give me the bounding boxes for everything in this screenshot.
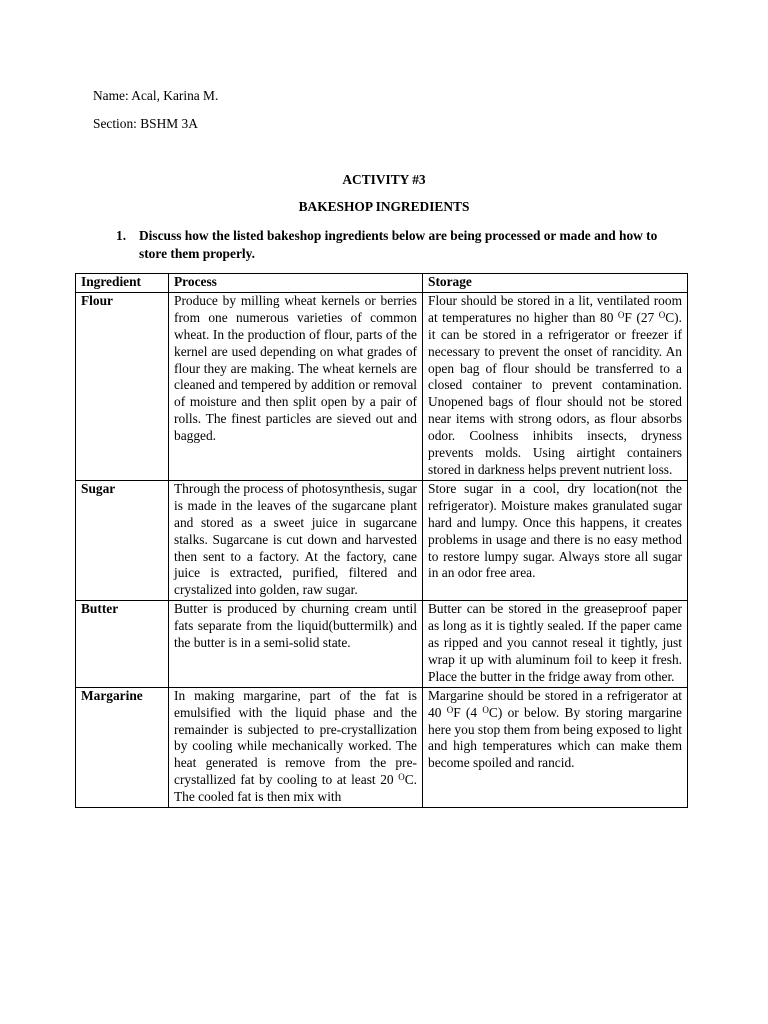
ingredient-cell: Margarine bbox=[76, 687, 169, 807]
degree-symbol: O bbox=[617, 309, 625, 320]
storage-text: F (27 bbox=[624, 309, 659, 325]
ingredient-cell: Flour bbox=[76, 292, 169, 480]
process-text: C. The cooled fat is then mix with bbox=[174, 772, 417, 805]
ingredient-cell: Sugar bbox=[76, 480, 169, 600]
storage-cell bbox=[423, 292, 688, 480]
storage-text: C) or below. By storing margarine here you stop them from being exposed to light and high temperatures which can make them become spoiled and rancid. bbox=[428, 704, 682, 771]
header-storage: Storage bbox=[423, 274, 688, 293]
table-row-butter bbox=[76, 601, 688, 688]
storage-cell bbox=[423, 687, 688, 807]
student-name: Name: Acal, Karina M. bbox=[93, 88, 219, 103]
table-row-flour bbox=[76, 292, 688, 480]
storage-cell: Butter can be stored in the greaseproof paper as long as it is tightly sealed. If the paper came as ripped and you cannot reseal it tightly, just wrap it up with aluminum foil to keep it fresh. Place the butter in the fridge away from other. bbox=[423, 601, 688, 688]
degree-symbol: O bbox=[482, 704, 489, 715]
activity-title: ACTIVITY #3 bbox=[342, 172, 426, 187]
question-text: Discuss how the listed bakeshop ingredients below are being processed or made and how to store them properly. bbox=[139, 228, 658, 261]
header-ingredient: Ingredient bbox=[76, 274, 169, 293]
degree-symbol: O bbox=[658, 309, 666, 320]
table-row-sugar bbox=[76, 480, 688, 600]
process-cell bbox=[169, 687, 423, 807]
process-text: In making margarine, part of the fat is emulsified with the liquid phase and the remainder is subjected to pre-crystallization by cooling while mechanically worked. The heat generated is remove from the pre-crystallized fat by cooling to at least 20 bbox=[174, 687, 417, 788]
process-cell: Produce by milling wheat kernels or berries from one numerous varieties of common wheat. In the production of flour, parts of the kernel are used depending on what grades of flour they are making. The wheat kernels are cleaned and tempered by addition or removal of moisture and then split open by a pair of rolls. The finest particles are sieved out and bagged. bbox=[169, 292, 423, 480]
storage-text: Margarine should be stored in a refrigerator at 40 bbox=[428, 687, 682, 720]
ingredients-table bbox=[75, 273, 688, 808]
storage-cell: Store sugar in a cool, dry location(not the refrigerator). Moisture makes granulated sugar hard and lumpy. Once this happens, it creates problems in usage and there is no easy method to restore lumpy sugar. Always store all sugar in an odor free area. bbox=[423, 480, 688, 600]
storage-text: Flour should be stored in a lit, ventilated room at temperatures no higher than 80 bbox=[428, 292, 682, 325]
ingredient-cell: Butter bbox=[76, 601, 169, 688]
question-number: 1. bbox=[116, 228, 127, 243]
process-cell: Butter is produced by churning cream until fats separate from the liquid(buttermilk) and the butter is in a semi-solid state. bbox=[169, 601, 423, 688]
storage-text: F (4 bbox=[453, 704, 483, 720]
degree-symbol: O bbox=[398, 772, 405, 783]
student-section: Section: BSHM 3A bbox=[93, 116, 198, 131]
degree-symbol: O bbox=[446, 704, 454, 715]
process-cell: Through the process of photosynthesis, sugar is made in the leaves of the sugarcane plant and stored as a sweet juice in sugarcane stalks. Sugarcane is cut down and harvested then sent to a factory. At the factory, cane juice is extracted, purified, filtered and crystalized into golden, raw sugar. bbox=[169, 480, 423, 600]
table-row-margarine bbox=[76, 687, 688, 807]
question-item bbox=[116, 227, 676, 263]
header-process: Process bbox=[169, 274, 423, 293]
storage-text: C). it can be stored in a refrigerator or freezer if necessary to prevent the onset of rancidity. An open bag of flour should be transferred to a closed container to prevent contamination. Unopened bags of flour should not be stored near items with strong odors, as flour absorbs odor. Coolness inhibits insects, dryness prevents molds. Using airtight containers stored in darkness helps prevent nutrient loss. bbox=[428, 309, 682, 477]
table-header-row bbox=[76, 274, 688, 293]
subject-title: BAKESHOP INGREDIENTS bbox=[298, 199, 470, 214]
